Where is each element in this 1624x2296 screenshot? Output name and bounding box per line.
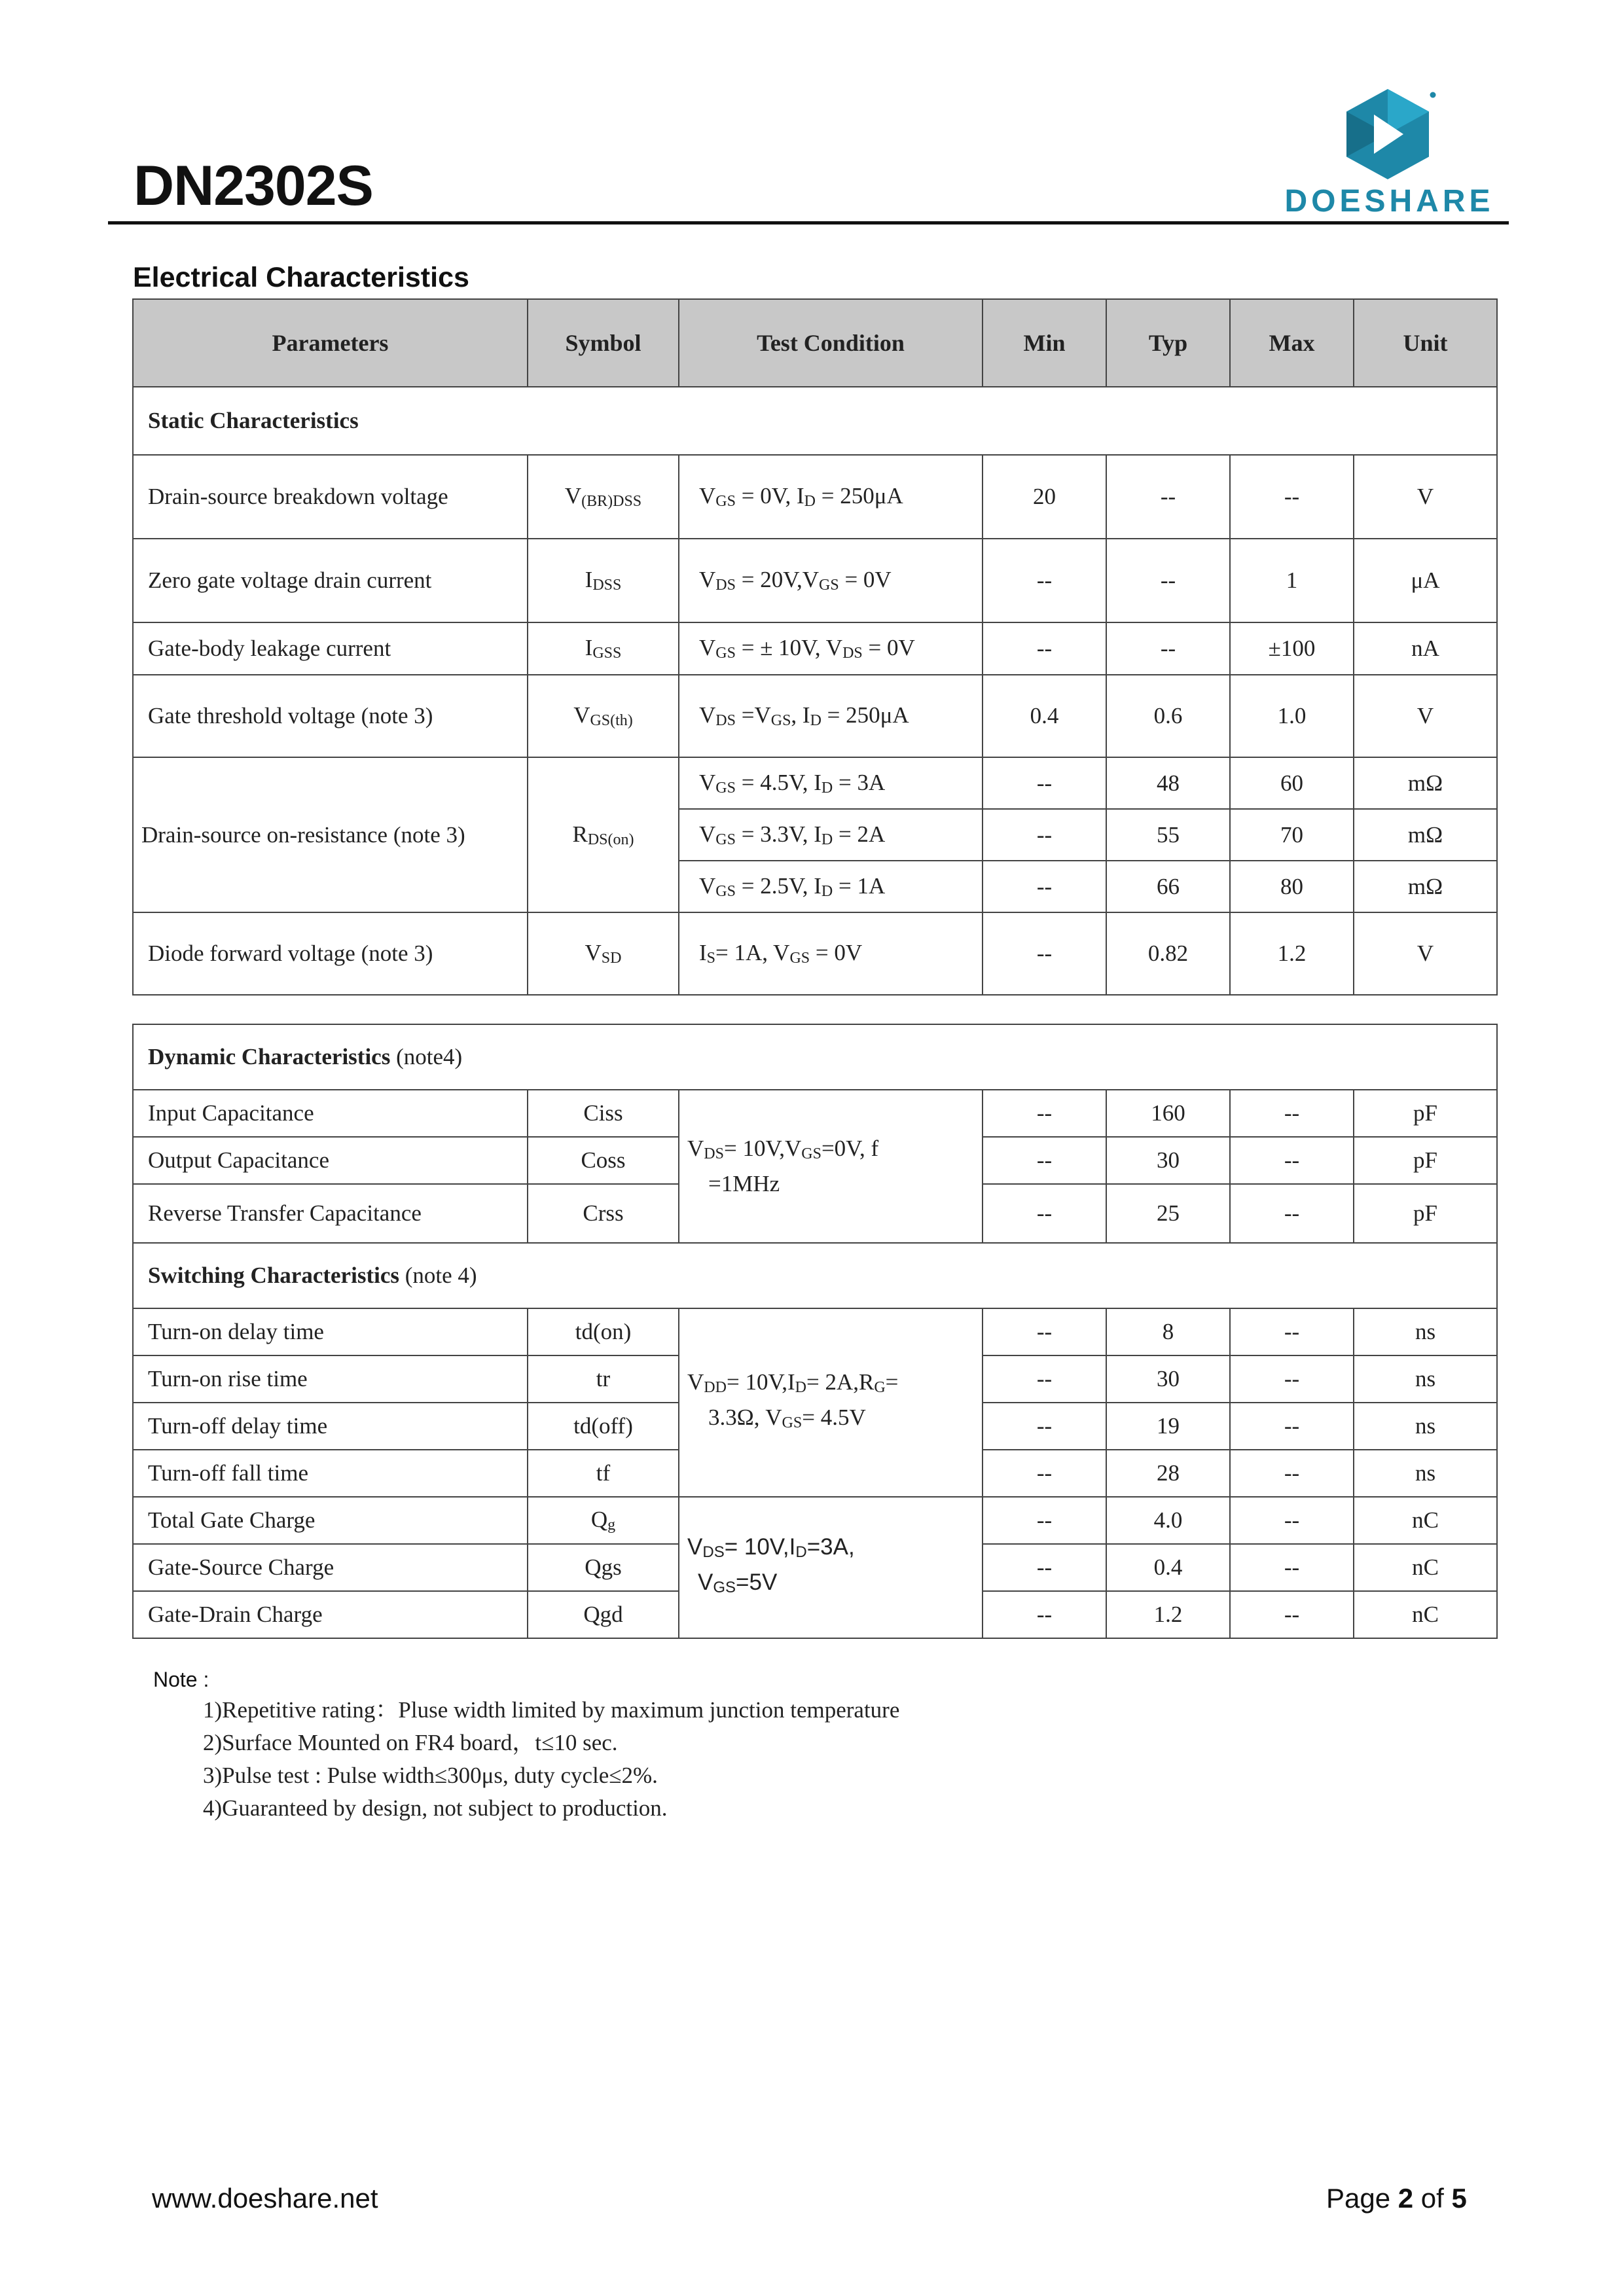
column-header: Unit [1354,299,1497,387]
max-cell: -- [1230,1308,1354,1355]
max-cell: 1.0 [1230,675,1354,757]
symbol-cell: Qgs [528,1544,679,1591]
typ-cell: 0.4 [1106,1544,1230,1591]
min-cell: -- [983,1137,1106,1184]
min-cell: -- [983,757,1106,809]
switching-section-title: Switching Characteristics (note 4) [133,1243,1497,1308]
min-cell: -- [983,1355,1106,1403]
condition-cell: $V_{GS} = 2.5V$, $I_D = 1A$ [679,861,983,912]
note-item: 2)Surface Mounted on FR4 board，t≤10 sec. [203,1730,618,1755]
typ-cell: 19 [1106,1403,1230,1450]
unit-cell: pF [1354,1184,1497,1243]
page-number: Page 2 of 5 [1326,2183,1467,2214]
note-item: 3)Pulse test : Pulse width≤300μs, duty cycle≤2%. [203,1763,658,1788]
table-row [133,1308,1497,1355]
min-cell: -- [983,1544,1106,1591]
notes-list [203,1694,899,1825]
max-cell: 70 [1230,809,1354,861]
table-header-row [133,299,1497,387]
symbol-cell: $V_{(BR)DSS}$ [528,455,679,539]
condition-cell: $V_{DS}= 10V,I_D=3A$, $V_{GS}=5V$ [679,1497,983,1638]
min-cell: -- [983,1403,1106,1450]
max-cell: ±100 [1230,622,1354,675]
param-cell: Turn-on delay time [133,1308,528,1355]
typ-cell: 0.82 [1106,912,1230,995]
condition-cell: $V_{GS} = 4.5V$, $I_D = 3A$ [679,757,983,809]
min-cell: -- [983,622,1106,675]
condition-cell: $V_{DS} =V_{GS}$, $I_D = 250\mu A$ [679,675,983,757]
min-cell: -- [983,861,1106,912]
brand-logo [1276,85,1502,223]
param-cell: Drain-source on-resistance (note 3) [133,757,528,912]
symbol-cell: $R_{DS(on)}$ [528,757,679,912]
unit-cell: pF [1354,1137,1497,1184]
unit-cell: nC [1354,1591,1497,1638]
min-cell: -- [983,809,1106,861]
max-cell: -- [1230,1591,1354,1638]
static-characteristics-table [132,298,1498,996]
section-title-row [133,387,1497,455]
section-heading: Electrical Characteristics [133,262,469,293]
unit-cell: ns [1354,1308,1497,1355]
symbol-cell: $Q_g$ [528,1497,679,1544]
condition-cell: $V_{GS} = 3.3V$, $I_D = 2A$ [679,809,983,861]
unit-cell: pF [1354,1090,1497,1137]
min-cell: -- [983,912,1106,995]
logo-wordmark: DOESHARE [1284,184,1494,219]
max-cell: 1 [1230,539,1354,622]
symbol-cell: $V_{GS(th)}$ [528,675,679,757]
section-title-row [133,1024,1497,1090]
typ-cell: 160 [1106,1090,1230,1137]
table-row [133,675,1497,757]
min-cell: -- [983,539,1106,622]
condition-cell: $V_{GS} = 0V$, $I_D = 250\mu A$ [679,455,983,539]
param-cell: Gate threshold voltage (note 3) [133,675,528,757]
unit-cell: μA [1354,539,1497,622]
symbol-cell: tf [528,1450,679,1497]
param-cell: Diode forward voltage (note 3) [133,912,528,995]
column-header: Typ [1106,299,1230,387]
param-cell: Zero gate voltage drain current [133,539,528,622]
max-cell: 1.2 [1230,912,1354,995]
column-header: Max [1230,299,1354,387]
table-row [133,1497,1497,1544]
table-row [133,912,1497,995]
unit-cell: nA [1354,622,1497,675]
typ-cell: 0.6 [1106,675,1230,757]
symbol-cell: $I_{DSS}$ [528,539,679,622]
max-cell: -- [1230,1450,1354,1497]
typ-cell: -- [1106,622,1230,675]
symbol-cell: Ciss [528,1090,679,1137]
max-cell: -- [1230,1544,1354,1591]
column-header: Test Condition [679,299,983,387]
max-cell: -- [1230,1090,1354,1137]
table-row [133,1090,1497,1137]
param-cell: Turn-off fall time [133,1450,528,1497]
static-section-title: Static Characteristics [133,387,1497,455]
min-cell: -- [983,1090,1106,1137]
symbol-cell: td(on) [528,1308,679,1355]
param-cell: Input Capacitance [133,1090,528,1137]
title-divider [108,221,1509,224]
table-row [133,757,1497,809]
param-cell: Gate-Drain Charge [133,1591,528,1638]
unit-cell: V [1354,912,1497,995]
param-cell: Turn-on rise time [133,1355,528,1403]
typ-cell: 28 [1106,1450,1230,1497]
max-cell: 80 [1230,861,1354,912]
min-cell: -- [983,1497,1106,1544]
condition-cell: $V_{DS}= 10V,V_{GS}=0V$, f =1MHz [679,1090,983,1243]
max-cell: -- [1230,1137,1354,1184]
unit-cell: ns [1354,1450,1497,1497]
unit-cell: nC [1354,1497,1497,1544]
footer-url: www.doeshare.net [152,2183,378,2214]
condition-cell: $V_{GS}$ = ± 10V, $V_{DS} = 0V$ [679,622,983,675]
min-cell: -- [983,1184,1106,1243]
table-row [133,539,1497,622]
typ-cell: 66 [1106,861,1230,912]
doeshare-logo-icon [1339,85,1437,183]
unit-cell: mΩ [1354,809,1497,861]
unit-cell: mΩ [1354,861,1497,912]
unit-cell: V [1354,455,1497,539]
symbol-cell: $V_{SD}$ [528,912,679,995]
max-cell: -- [1230,1497,1354,1544]
symbol-cell: tr [528,1355,679,1403]
unit-cell: V [1354,675,1497,757]
min-cell: -- [983,1308,1106,1355]
condition-cell: $I_S= 1A$, $V_{GS} = 0V$ [679,912,983,995]
symbol-cell: Crss [528,1184,679,1243]
max-cell: -- [1230,1403,1354,1450]
param-cell: Reverse Transfer Capacitance [133,1184,528,1243]
max-cell: -- [1230,1355,1354,1403]
dynamic-section-title: Dynamic Characteristics (note4) [133,1024,1497,1090]
typ-cell: 48 [1106,757,1230,809]
typ-cell: -- [1106,455,1230,539]
param-cell: Turn-off delay time [133,1403,528,1450]
unit-cell: ns [1354,1355,1497,1403]
typ-cell: 25 [1106,1184,1230,1243]
typ-cell: -- [1106,539,1230,622]
condition-cell: $V_{DD}= 10V,I_D= 2A,R_G=$ 3.3Ω, $V_{GS}= 4.5V$ [679,1308,983,1497]
dynamic-characteristics-table [132,1024,1498,1639]
notes-label: Note : [153,1668,209,1691]
symbol-cell: Qgd [528,1591,679,1638]
min-cell: -- [983,1450,1106,1497]
column-header: Parameters [133,299,528,387]
table-row [133,622,1497,675]
min-cell: -- [983,1591,1106,1638]
param-cell: Gate-body leakage current [133,622,528,675]
typ-cell: 8 [1106,1308,1230,1355]
unit-cell: ns [1354,1403,1497,1450]
note-item: 1)Repetitive rating：Pluse width limited by maximum junction temperature [203,1697,900,1723]
typ-cell: 30 [1106,1137,1230,1184]
param-cell: Output Capacitance [133,1137,528,1184]
max-cell: 60 [1230,757,1354,809]
column-header: Symbol [528,299,679,387]
typ-cell: 55 [1106,809,1230,861]
note-item: 4)Guaranteed by design, not subject to production. [203,1795,668,1821]
table-row [133,455,1497,539]
typ-cell: 4.0 [1106,1497,1230,1544]
param-cell: Drain-source breakdown voltage [133,455,528,539]
section-title-row [133,1243,1497,1308]
condition-cell: $V_{DS} = 20V,V_{GS} = 0V$ [679,539,983,622]
symbol-cell: td(off) [528,1403,679,1450]
unit-cell: nC [1354,1544,1497,1591]
typ-cell: 1.2 [1106,1591,1230,1638]
symbol-cell: $I_{GSS}$ [528,622,679,675]
min-cell: 20 [983,455,1106,539]
column-header: Min [983,299,1106,387]
min-cell: 0.4 [983,675,1106,757]
unit-cell: mΩ [1354,757,1497,809]
max-cell: -- [1230,1184,1354,1243]
max-cell: -- [1230,455,1354,539]
param-cell: Total Gate Charge [133,1497,528,1544]
page-title: DN2302S [134,154,373,217]
typ-cell: 30 [1106,1355,1230,1403]
symbol-cell: Coss [528,1137,679,1184]
param-cell: Gate-Source Charge [133,1544,528,1591]
